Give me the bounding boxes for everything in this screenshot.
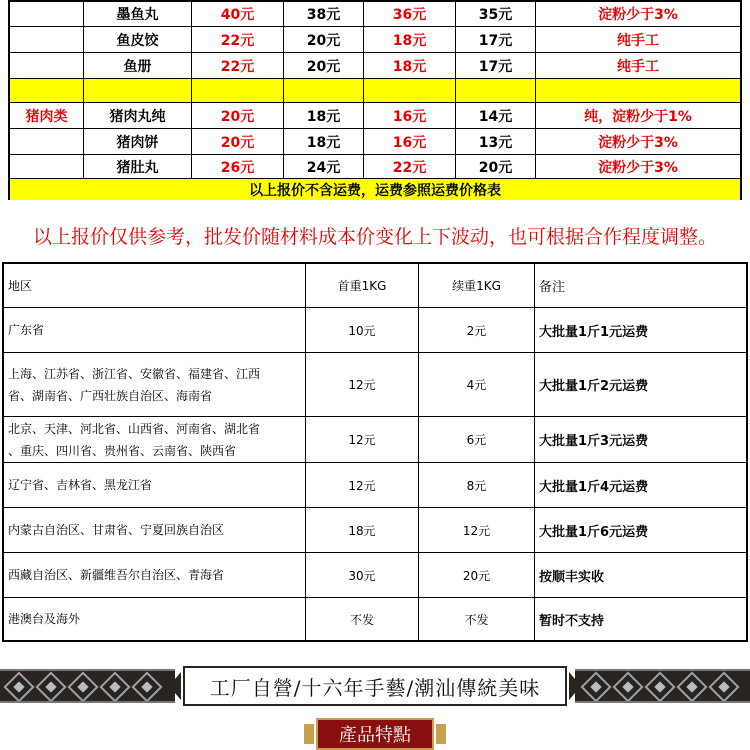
category-cell [10, 27, 84, 53]
first-weight-cell: 12元 [306, 353, 419, 416]
empty-cell [536, 79, 740, 103]
shipping-note-cell: 按顺丰实收 [539, 569, 605, 585]
first-weight-cell: 不发 [306, 598, 419, 640]
extra-weight-cell: 不发 [419, 598, 535, 640]
category-cell [10, 2, 84, 27]
region-cell: 上海、江苏省、浙江省、安徽省、福建省、江西 省、湖南省、广西壮族自治区、海南省 [4, 353, 306, 416]
price-cell: 35元 [456, 2, 536, 27]
note-cell: 纯手工 [536, 27, 740, 53]
price-table [8, 0, 742, 200]
extra-weight-cell: 12元 [419, 508, 535, 552]
ornament-pattern [35, 671, 66, 702]
ornament-pattern [3, 671, 34, 702]
price-cell: 20元 [284, 53, 364, 79]
extra-weight-cell: 8元 [419, 463, 535, 507]
empty-cell [192, 79, 284, 103]
product-name: 猪肉饼 [84, 129, 192, 155]
price-cell: 17元 [456, 53, 536, 79]
price-cell: 38元 [284, 2, 364, 27]
shipping-note-cell: 暂时不支持 [539, 613, 605, 629]
note-cell: 淀粉少于3% [536, 155, 740, 179]
note-cell: 淀粉少于3% [536, 2, 740, 27]
header-extra-weight: 续重1KG [419, 264, 535, 307]
price-row [10, 2, 740, 27]
product-name: 鱼册 [84, 53, 192, 79]
price-cell: 36元 [364, 2, 456, 27]
product-name: 鱼皮饺 [84, 27, 192, 53]
ornament-pattern [676, 671, 707, 702]
price-row [10, 27, 740, 53]
shipping-note-cell: 大批量1斤4元运费 [539, 479, 649, 495]
price-cell: 14元 [456, 103, 536, 129]
shipping-row [4, 353, 746, 417]
ornament-pattern [67, 671, 98, 702]
banner-cap-left [169, 672, 181, 700]
product-name: 猪肉丸纯 [84, 103, 192, 129]
product-name: 墨鱼丸 [84, 2, 192, 27]
price-row [10, 155, 740, 179]
ornament-band-left [0, 669, 175, 703]
price-row [10, 103, 740, 129]
region-cell: 广东省 [4, 308, 306, 352]
price-disclaimer: 以上报价仅供参考，批发价随材料成本价变化上下波动，也可根据合作程度调整。 [32, 226, 717, 248]
price-cell: 16元 [364, 129, 456, 155]
first-weight-cell: 12元 [306, 463, 419, 507]
empty-cell [10, 79, 84, 103]
shipping-row [4, 463, 746, 508]
price-cell: 20元 [456, 155, 536, 179]
shipping-note-cell: 大批量1斤1元运费 [539, 324, 649, 340]
extra-weight-cell: 2元 [419, 308, 535, 352]
badge-ornament-right [436, 724, 446, 744]
empty-cell [364, 79, 456, 103]
price-row [10, 129, 740, 155]
slogan-text-box [183, 666, 567, 706]
header-region: 地区 [4, 264, 306, 307]
shipping-note-cell: 大批量1斤2元运费 [539, 379, 649, 394]
price-row [10, 53, 740, 79]
product-name: 猪肚丸 [84, 155, 192, 179]
price-cell: 18元 [284, 103, 364, 129]
price-cell: 20元 [192, 129, 284, 155]
first-weight-cell: 10元 [306, 308, 419, 352]
empty-cell [284, 79, 364, 103]
extra-weight-cell: 6元 [419, 417, 535, 462]
note-cell: 淀粉少于3% [536, 129, 740, 155]
price-cell: 22元 [364, 155, 456, 179]
price-cell: 26元 [192, 155, 284, 179]
category-cell: 猪肉类 [10, 103, 84, 129]
shipping-row [4, 553, 746, 598]
region-cell: 辽宁省、吉林省、黑龙江省 [4, 463, 306, 507]
price-cell: 17元 [456, 27, 536, 53]
price-cell: 24元 [284, 155, 364, 179]
header-first-weight: 首重1KG [306, 264, 419, 307]
product-features-badge: 產品特點 [316, 718, 434, 750]
price-cell: 40元 [192, 2, 284, 27]
ornament-pattern [580, 671, 611, 702]
category-cell [10, 129, 84, 155]
price-cell: 18元 [284, 129, 364, 155]
shipping-row [4, 598, 746, 640]
empty-cell [84, 79, 192, 103]
shipping-row [4, 508, 746, 553]
extra-weight-cell: 4元 [419, 353, 535, 416]
note-cell: 纯，淀粉少于1% [536, 103, 740, 129]
price-cell: 16元 [364, 103, 456, 129]
separator-row [10, 79, 740, 103]
extra-weight-cell: 20元 [419, 553, 535, 597]
header-note: 备注 [539, 280, 566, 295]
shipping-row [4, 417, 746, 463]
empty-cell [456, 79, 536, 103]
price-cell: 22元 [192, 53, 284, 79]
category-cell [10, 53, 84, 79]
slogan-banner [0, 666, 750, 706]
price-cell: 20元 [192, 103, 284, 129]
price-cell: 18元 [364, 53, 456, 79]
shipping-footnote: 以上报价不含运费，运费参照运费价格表 [10, 179, 740, 200]
ornament-pattern [612, 671, 643, 702]
ornament-pattern [131, 671, 162, 702]
shipping-note-cell: 大批量1斤6元运费 [539, 524, 649, 540]
region-cell: 北京、天津、河北省、山西省、河南省、湖北省 、重庆、四川省、贵州省、云南省、陕西省 [4, 417, 306, 462]
region-cell: 内蒙古自治区、甘肃省、宁夏回族自治区 [4, 508, 306, 552]
category-cell [10, 155, 84, 179]
ornament-pattern [644, 671, 675, 702]
price-cell: 13元 [456, 129, 536, 155]
shipping-row [4, 308, 746, 353]
ornament-band-right [575, 669, 750, 703]
region-cell: 港澳台及海外 [4, 598, 306, 640]
shipping-header-row [4, 264, 746, 308]
region-cell: 西藏自治区、新疆维吾尔自治区、青海省 [4, 553, 306, 597]
badge-ornament-left [304, 724, 314, 744]
note-cell: 纯手工 [536, 53, 740, 79]
shipping-note-cell: 大批量1斤3元运费 [539, 434, 649, 449]
slogan-text: 工厂自營/十六年手藝/潮汕傳統美味 [209, 675, 541, 700]
ornament-pattern [99, 671, 130, 702]
price-cell: 18元 [364, 27, 456, 53]
ornament-pattern [708, 671, 739, 702]
first-weight-cell: 30元 [306, 553, 419, 597]
first-weight-cell: 18元 [306, 508, 419, 552]
price-cell: 22元 [192, 27, 284, 53]
shipping-table [2, 262, 748, 642]
first-weight-cell: 12元 [306, 417, 419, 462]
price-cell: 20元 [284, 27, 364, 53]
